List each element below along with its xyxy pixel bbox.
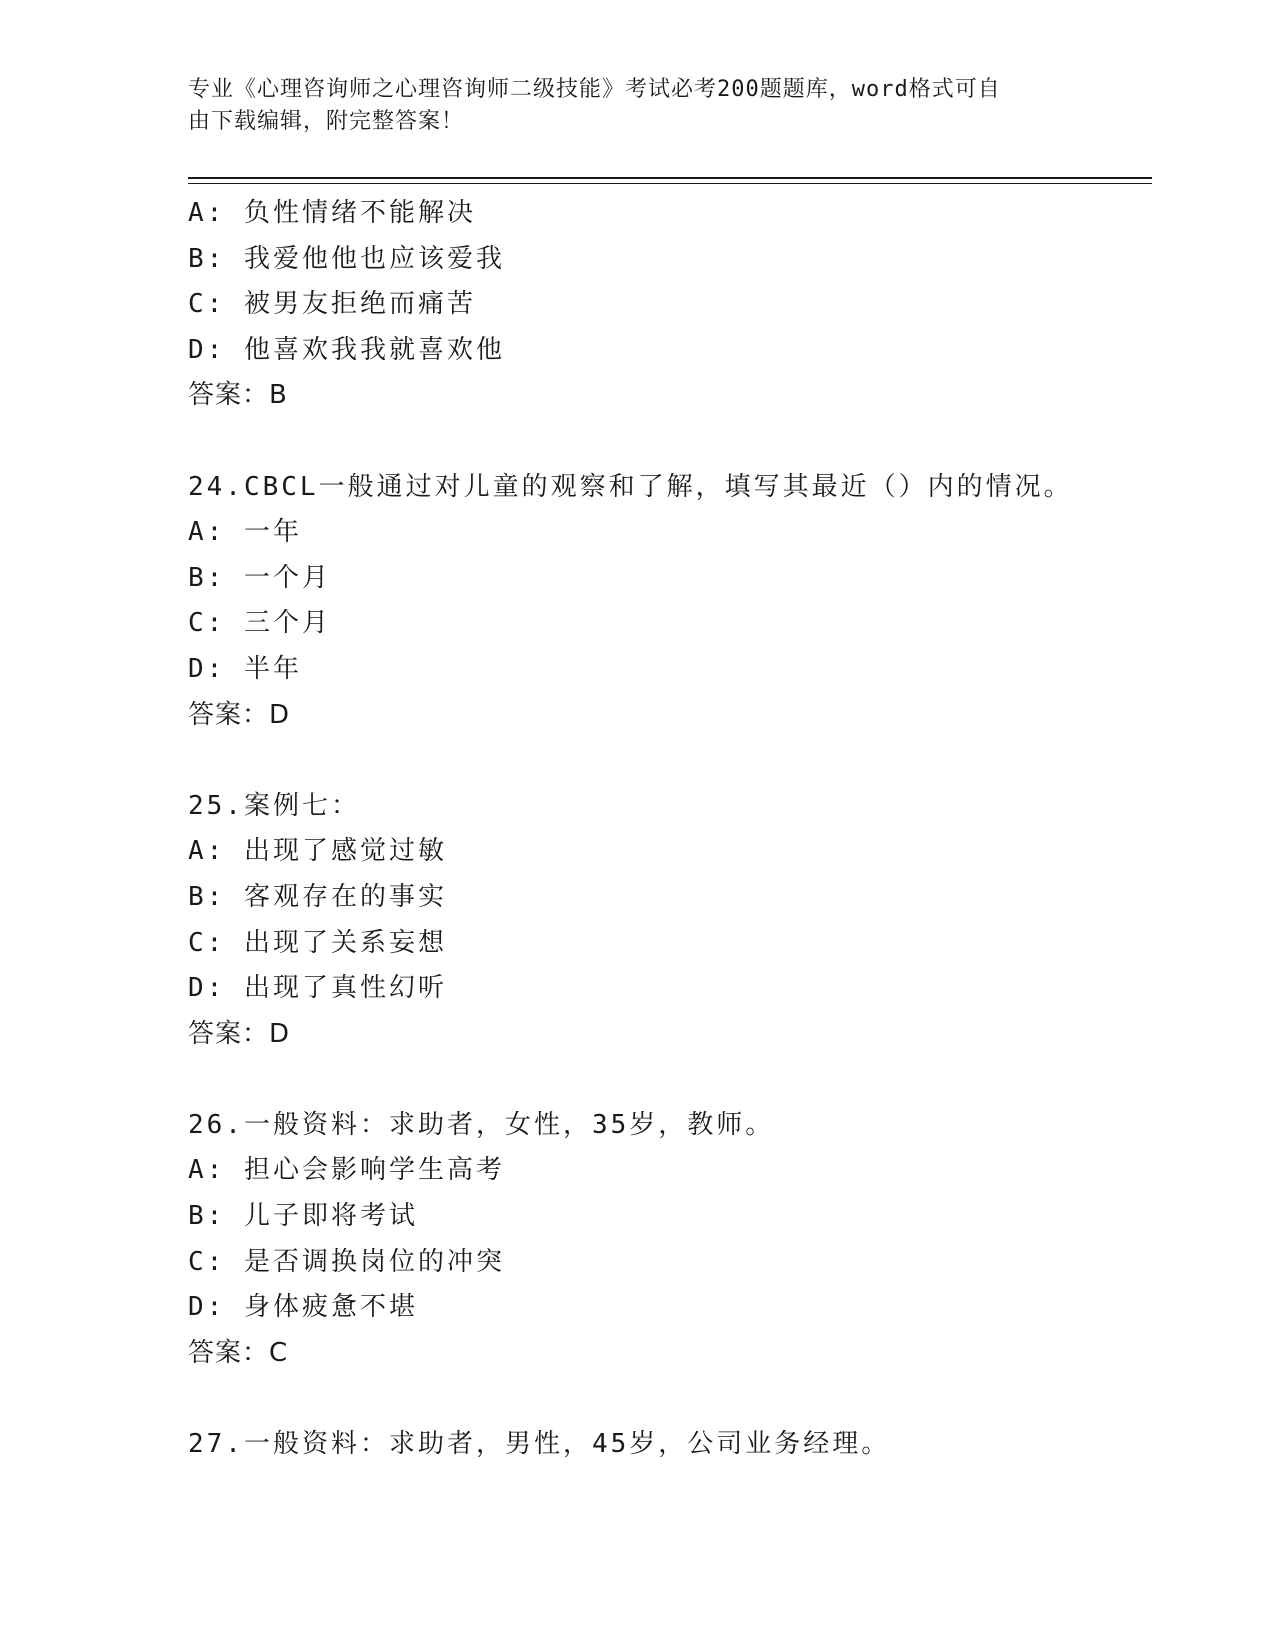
answer-line: 答案：D	[188, 699, 291, 730]
option-d: D: 他喜欢我我就喜欢他	[188, 334, 505, 365]
question-list	[188, 191, 1152, 1468]
option-b: B: 我爱他他也应该爱我	[188, 243, 505, 274]
answer-line: 答案：D	[188, 1018, 291, 1049]
option-c: C: 三个月	[188, 608, 331, 639]
question-text: 27.一般资料：求助者，男性，45岁，公司业务经理。	[188, 1429, 891, 1460]
answer-line: 答案：C	[188, 1337, 289, 1368]
option-d: D: 半年	[188, 653, 302, 684]
option-c: C: 是否调换岗位的冲突	[188, 1246, 505, 1277]
option-b: B: 一个月	[188, 562, 331, 593]
option-c: C: 被男友拒绝而痛苦	[188, 289, 476, 320]
option-d: D: 身体疲惫不堪	[188, 1292, 418, 1323]
question-text: 24.CBCL一般通过对儿童的观察和了解，填写其最近（）内的情况。	[188, 471, 1073, 502]
header-line-2: 由下载编辑，附完整答案！	[188, 109, 465, 134]
option-d: D: 出现了真性幻听	[188, 973, 447, 1004]
option-a: A: 一年	[188, 517, 302, 548]
option-a: A: 出现了感觉过敏	[188, 836, 447, 867]
option-a: A: 负性情绪不能解决	[188, 198, 476, 228]
option-a: A: 担心会影响学生高考	[188, 1155, 505, 1186]
header-rule-thin	[188, 183, 1152, 184]
question-text: 25.案例七：	[188, 790, 360, 821]
option-c: C: 出现了关系妄想	[188, 927, 447, 958]
header-rule-thick	[188, 177, 1152, 179]
header-line-1: 专业《心理咨询师之心理咨询师二级技能》考试必考200题题库，word格式可自	[188, 77, 1001, 102]
question-text: 26.一般资料：求助者，女性，35岁，教师。	[188, 1109, 775, 1140]
option-b: B: 儿子即将考试	[188, 1201, 418, 1232]
answer-line: 答案：B	[188, 380, 288, 411]
option-b: B: 客观存在的事实	[188, 881, 447, 912]
document-header	[188, 74, 1068, 138]
